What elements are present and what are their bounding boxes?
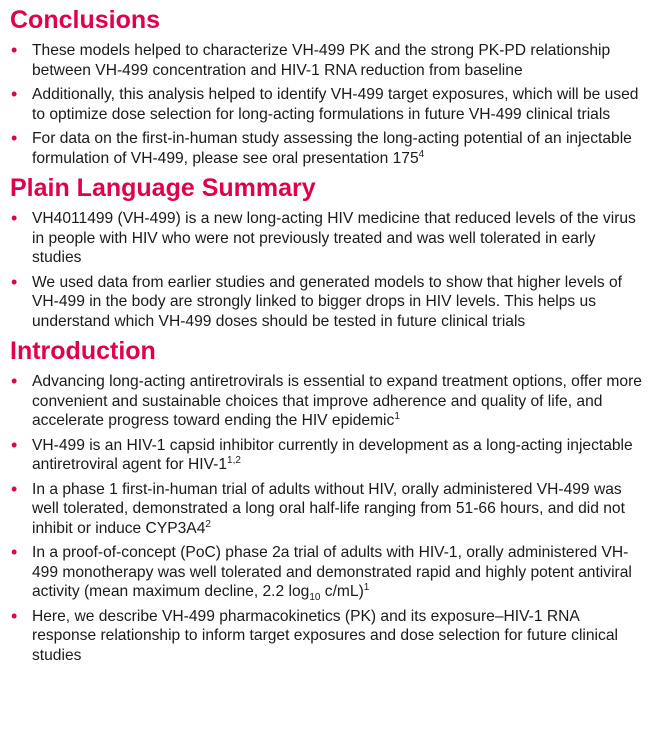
reference-superscript: 2 (205, 518, 211, 530)
introduction-bullet-4 (10, 543, 644, 602)
plain-language-bullet-1-text: VH4011499 (VH-499) is a new long-acting HIV medicine that reduced levels of the virus in people with HIV who were not previously treated and was well tolerated in early studies (32, 210, 636, 266)
introduction-bullet-4-text-b: c/mL) (320, 583, 364, 600)
conclusions-list (10, 41, 644, 168)
conclusions-bullet-1 (10, 41, 644, 80)
conclusions-bullet-1-text: These models helped to characterize VH-499 PK and the strong PK-PD relationship between VH-499 concentration and HIV-1 RNA reduction from baseline (32, 42, 611, 79)
plain-language-list (10, 209, 644, 331)
plain-language-bullet-2 (10, 273, 644, 332)
conclusions-bullet-2 (10, 85, 644, 124)
introduction-section (10, 336, 644, 665)
conclusions-heading: Conclusions (10, 6, 161, 34)
introduction-bullet-3 (10, 480, 644, 539)
plain-language-heading: Plain Language Summary (10, 174, 316, 202)
introduction-bullet-1 (10, 372, 644, 431)
introduction-bullet-2-text: VH-499 is an HIV-1 capsid inhibitor currently in development as a long-acting injectable antiretroviral agent for HIV-1 (32, 436, 633, 473)
introduction-bullet-2 (10, 436, 644, 475)
introduction-bullet-4-text-a: In a proof-of-concept (PoC) phase 2a trial of adults with HIV-1, orally administered VH-499 monotherapy was well tolerated and demonstrated rapid and highly potent antiviral activity (mean maximum decline, 2.2 log (32, 544, 632, 600)
conclusions-section (10, 5, 644, 168)
conclusions-bullet-3 (10, 129, 644, 168)
plain-language-section (10, 173, 644, 331)
reference-superscript: 4 (418, 148, 425, 160)
reference-superscript: 1 (394, 410, 400, 422)
introduction-list (10, 372, 644, 665)
introduction-heading: Introduction (10, 337, 156, 365)
log-base-subscript: 10 (309, 592, 321, 604)
introduction-bullet-1-text: Advancing long-acting antiretrovirals is essential to expand treatment options, offer more convenient and sustainable choices that improve adherence and quality of life, and accelerate progress toward ending the HIV epidemic (32, 373, 642, 429)
introduction-bullet-3-text: In a phase 1 first-in-human trial of adults without HIV, orally administered VH-499 was well tolerated, demonstrated a long oral half-life ranging from 51-66 hours, and did not inhibit or induce CYP3A4 (32, 480, 625, 537)
plain-language-bullet-2-text: We used data from earlier studies and generated models to show that higher levels of VH-499 in the body are strongly linked to bigger drops in HIV levels. This helps us understand which VH-499 doses should be tested in future clinical trials (32, 273, 623, 330)
introduction-bullet-5-text: Here, we describe VH-499 pharmacokinetics (PK) and its exposure–HIV-1 RNA response relationship to inform target exposures and dose selection for future clinical studies (32, 607, 618, 664)
introduction-bullet-5 (10, 607, 644, 666)
conclusions-bullet-3-text: For data on the first-in-human study assessing the long-acting potential of an injectable formulation of VH-499, please see oral presentation 175 (32, 130, 632, 167)
plain-language-bullet-1 (10, 209, 644, 268)
conclusions-bullet-2-text: Additionally, this analysis helped to identify VH-499 target exposures, which will be used to optimize dose selection for long-acting formulations in future VH-499 clinical trials (32, 86, 639, 123)
reference-superscript: 1,2 (227, 454, 241, 466)
reference-superscript: 1 (363, 581, 370, 593)
